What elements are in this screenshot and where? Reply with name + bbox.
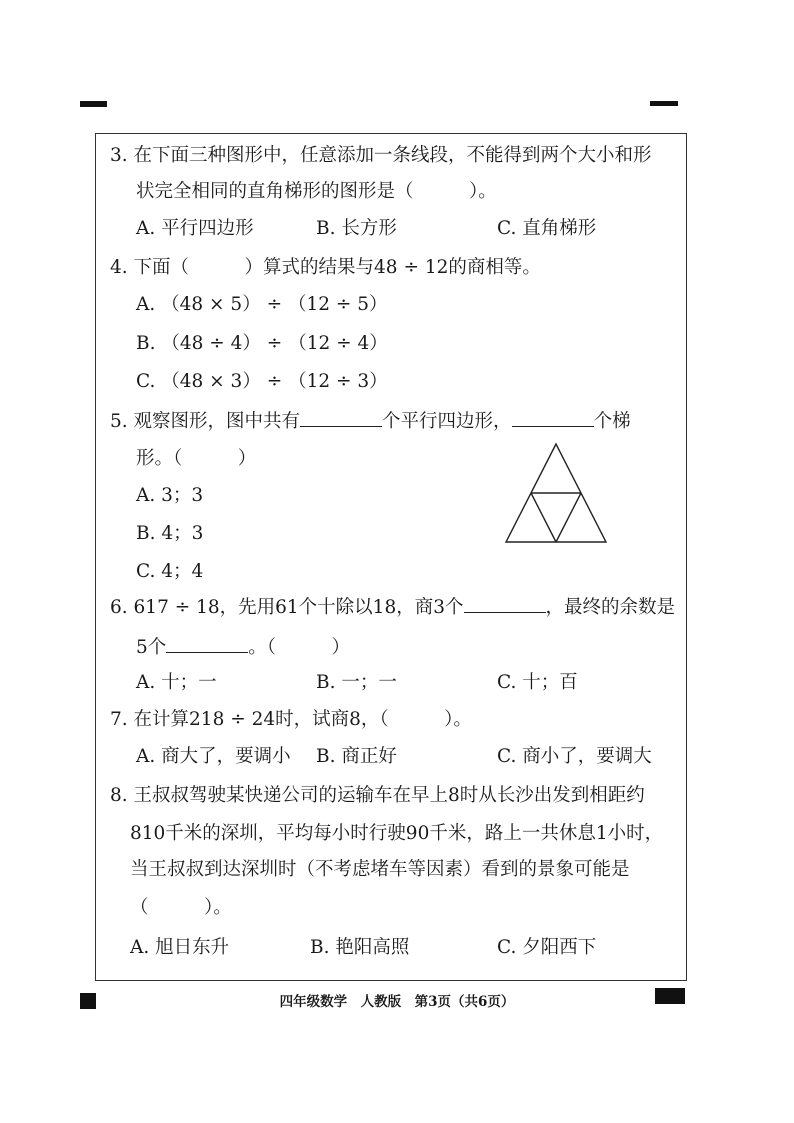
q3-option-b: B. 长方形: [316, 218, 397, 239]
q3-line-2: 状完全相同的直角梯形的图形是（ ）。: [136, 181, 497, 202]
q8-option-a: A. 旭日东升: [130, 937, 230, 958]
q4-line-1: 4. 下面（ ）算式的结果与48 ÷ 12的商相等。: [110, 257, 541, 278]
q7-option-c: C. 商小了，要调大: [497, 746, 652, 767]
registration-mark-top-left: [80, 101, 107, 107]
q8-line-1: 8. 王叔叔驾驶某快递公司的运输车在早上8时从长沙出发到相距约: [110, 785, 645, 806]
q4-option-a: A. （48 × 5） ÷ （12 ÷ 5）: [136, 294, 388, 315]
q5-text-a: 5. 观察图形，图中共有: [110, 411, 301, 432]
inner-right-line: [556, 493, 581, 542]
q5-text-b: 个平行四边形，: [382, 411, 512, 432]
q8-line-4: （ ）。: [130, 897, 232, 918]
q5-line-1: [110, 408, 631, 434]
registration-mark-top-right: [650, 101, 678, 106]
q6-text-c: 5个: [136, 637, 167, 658]
q5-blank-1: [300, 408, 382, 427]
q7-option-a: A. 商大了，要调小: [136, 746, 291, 767]
q8-option-c: C. 夕阳西下: [497, 937, 597, 958]
q6-option-b: B. 一；一: [316, 672, 397, 693]
q6-line-2: [136, 634, 350, 660]
triangle-figure: [500, 440, 612, 546]
q5-text-c: 个梯: [593, 411, 631, 432]
q7-option-b: B. 商正好: [316, 746, 397, 767]
q4-option-c: C. （48 × 3） ÷ （12 ÷ 3）: [136, 371, 388, 392]
inner-left-line: [531, 493, 556, 542]
q6-text-d: 。（ ）: [248, 637, 351, 658]
q5-line-2: 形。（ ）: [136, 448, 257, 469]
q4-option-b: B. （48 ÷ 4） ÷ （12 ÷ 4）: [136, 333, 388, 354]
q6-text-b: ，最终的余数是: [545, 597, 676, 618]
q8-line-3: 当王叔叔到达深圳时（不考虑堵车等因素）看到的景象可能是: [130, 859, 630, 880]
q5-option-c: C. 4；4: [136, 561, 204, 582]
q6-option-c: C. 十；百: [497, 672, 578, 693]
q6-line-1: [110, 594, 675, 620]
q5-option-a: A. 3；3: [136, 485, 204, 506]
q7-line-1: 7. 在计算218 ÷ 24时，试商8，（ ）。: [110, 709, 472, 730]
q6-text-a: 6. 617 ÷ 18，先用61个十除以18，商3个: [110, 597, 464, 618]
q6-blank-1: [464, 594, 546, 613]
q3-option-a: A. 平行四边形: [136, 218, 254, 239]
q6-option-a: A. 十；一: [136, 672, 217, 693]
q6-blank-2: [166, 634, 248, 653]
q3-line-1: 3. 在下面三种图形中，任意添加一条线段，不能得到两个大小和形: [110, 145, 652, 166]
q5-blank-2: [512, 408, 594, 427]
page-footer: 四年级数学 人教版 第3页（共6页）: [279, 994, 515, 1010]
q8-line-2: 810千米的深圳，平均每小时行驶90千米，路上一共休息1小时，: [130, 823, 664, 844]
q5-option-b: B. 4；3: [136, 523, 204, 544]
q3-option-c: C. 直角梯形: [497, 218, 597, 239]
q8-option-b: B. 艳阳高照: [310, 937, 410, 958]
